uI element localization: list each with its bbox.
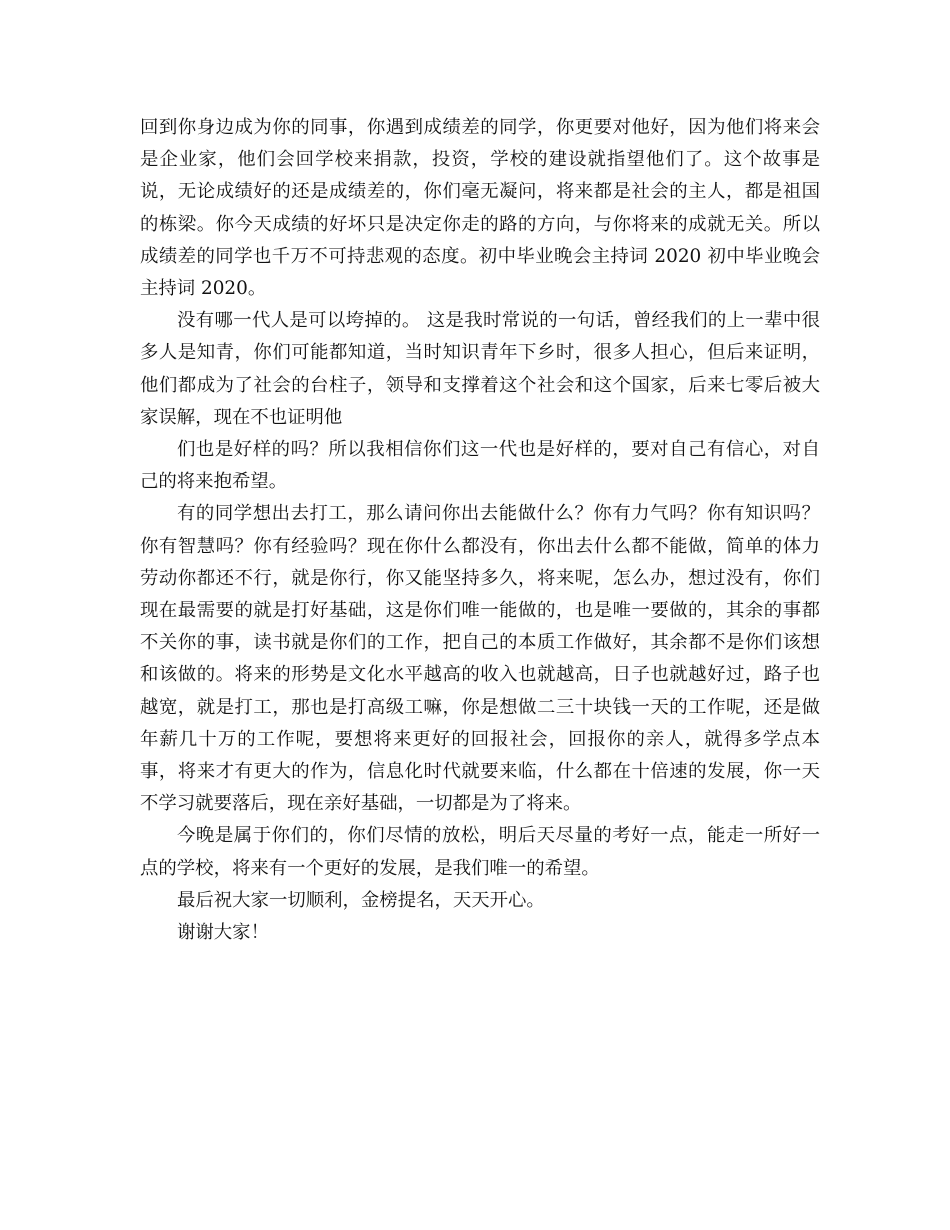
paragraph-1: 回到你身边成为你的同事，你遇到成绩差的同学，你更要对他好，因为他们将来会是企业家，他们会回学校来捐款，投资，学校的建设就指望他们了。这个故事是说，无论成绩好的还是成绩差的，你们毫无凝问，将来都是社会的主人，都是祖国的栋梁。你今天成绩的好坏只是决定你走的路的方向，与你将来的成就无关。所以成绩差的同学也千万不可持悲观的态度。初中毕业晚会主持词 2020 初中毕业晚会主持词 2020。 — [140, 117, 820, 300]
paragraph-2: 没有哪一代人是可以垮掉的。 这是我时常说的一句话，曾经我们的上一辈中很多人是知青，你们可能都知道，当时知识青年下乡时，很多人担心，但后来证明，他们都成为了社会的台柱子，领导和支撑着这个社会和这个国家，后来七零后被大家误解，现在不也证明他 — [140, 310, 820, 428]
paragraph-6: 最后祝大家一切顺利，金榜提名，天天开心。 — [177, 889, 545, 911]
paragraph-4: 有的同学想出去打工，那么请问你出去能做什么？你有力气吗？你有知识吗？你有智慧吗？你有经验吗？现在你什么都没有，你出去什么都不能做，简单的体力劳动你都还不行，就是你行，你又能坚持多久，将来呢，怎么办，想过没有，你们现在最需要的就是打好基础，这是你们唯一能做的，也是唯一要做的，其余的事都不关你的事，读书就是你们的工作，把自己的本质工作做好，其余都不是你们该想和该做的。将来的形势是文化水平越高的收入也就越高，日子也就越好过，路子也越宽，就是打工，那也是打高级工嘛，你是想做二三十块钱一天的工作呢，还是做年薪几十万的工作呢，要想将来更好的回报社会，回报你的亲人，就得多学点本事，将来才有更大的作为，信息化时代就要来临，什么都在十倍速的发展，你一天不学习就要落后，现在亲好基础，一切都是为了将来。 — [140, 503, 820, 815]
paragraph-3: 们也是好样的吗？所以我相信你们这一代也是好样的，要对自己有信心，对自己的将来抱希望。 — [140, 439, 820, 493]
paragraph-5: 今晚是属于你们的，你们尽情的放松，明后天尽量的考好一点，能走一所好一点的学校，将来有一个更好的发展，是我们唯一的希望。 — [140, 825, 820, 879]
document-body — [140, 112, 820, 949]
paragraph-7: 谢谢大家！ — [177, 922, 269, 944]
